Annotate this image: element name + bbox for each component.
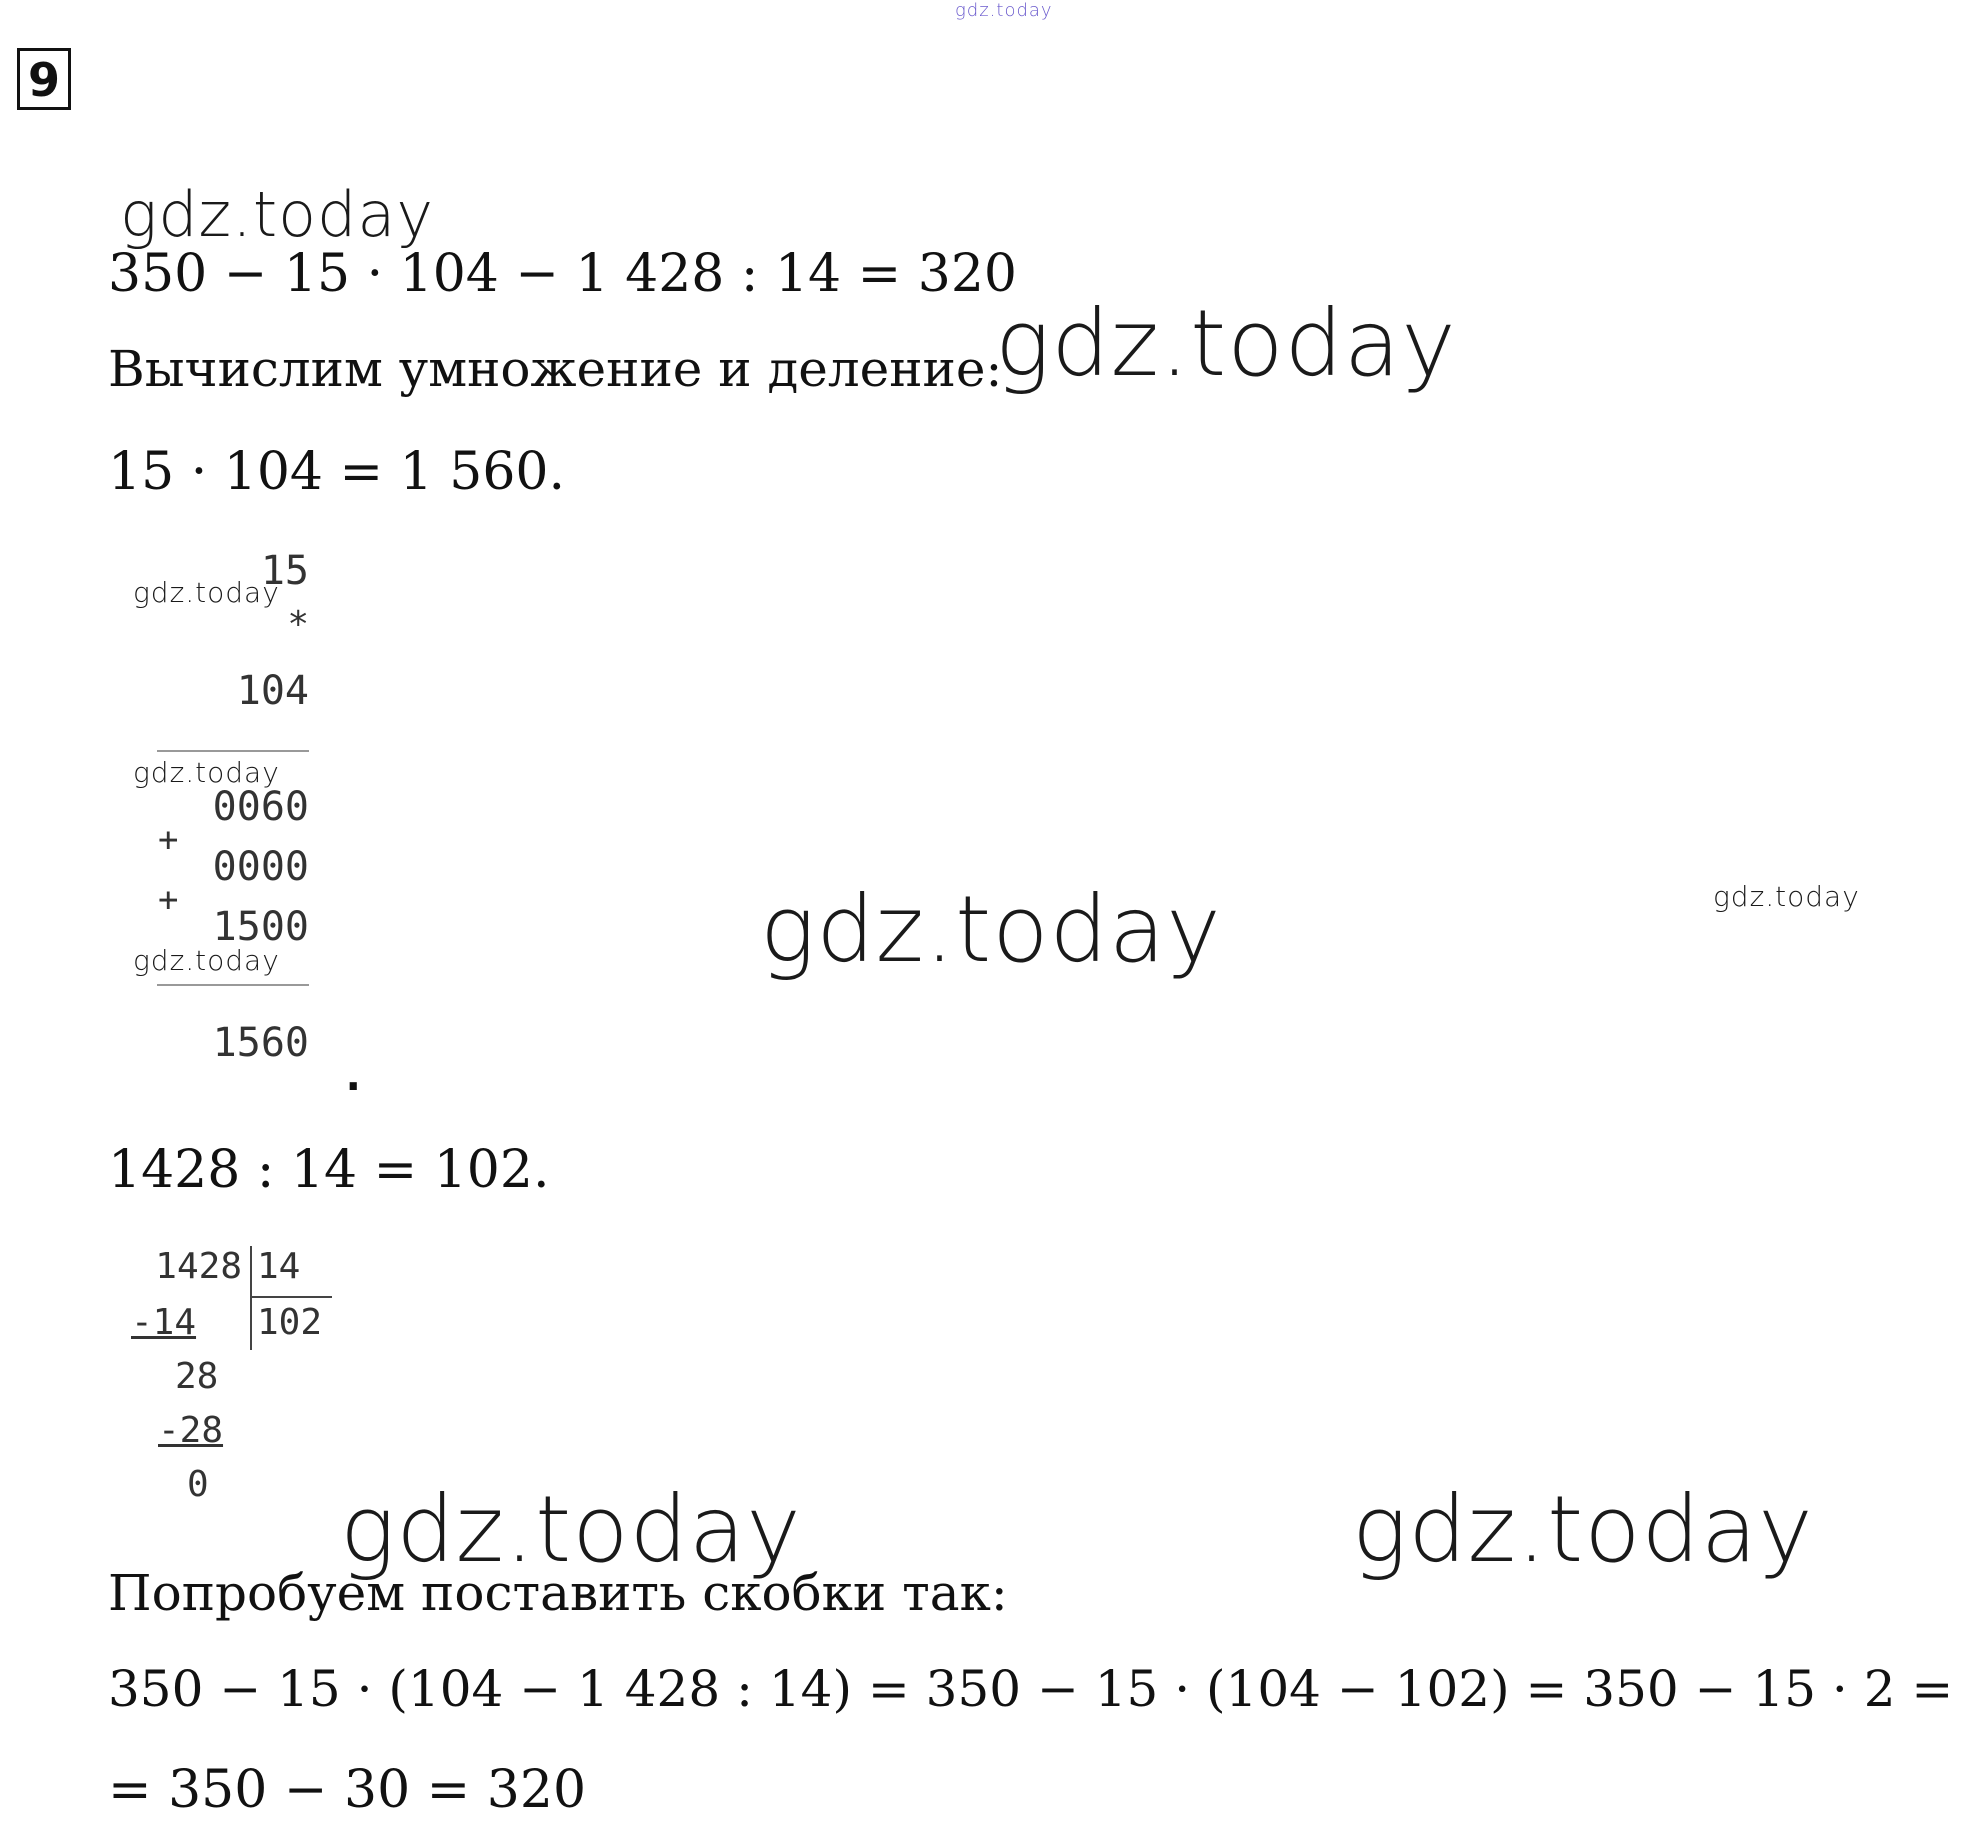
div-sub-2: -28 xyxy=(158,1410,224,1451)
mult-line-2 xyxy=(157,984,309,986)
div-dividend: 1428 xyxy=(155,1246,242,1287)
div-vertical-line xyxy=(250,1246,252,1350)
multiplication-result: 15 · 104 = 1 560. xyxy=(108,442,566,502)
div-remainder-2: 0 xyxy=(187,1464,209,1505)
watermark-1: gdz.today xyxy=(120,178,435,251)
watermark-8: gdz.today xyxy=(340,1476,802,1583)
task-number-badge: 9 xyxy=(17,48,71,110)
div-horizontal-line xyxy=(250,1296,332,1298)
div-divisor: 14 xyxy=(257,1246,301,1287)
step1-text: Вычислим умножение и деление: xyxy=(108,340,1003,398)
watermark-9: gdz.today xyxy=(1352,1476,1814,1583)
mult-partial-1: 0060 xyxy=(212,784,309,830)
main-equation: 350 − 15 · 104 − 1 428 : 14 = 320 xyxy=(108,244,1018,304)
watermark-6: gdz.today xyxy=(760,876,1222,983)
watermark-4: gdz.today xyxy=(133,756,280,789)
watermark-7: gdz.today xyxy=(1713,880,1860,913)
top-watermark: gdz.today xyxy=(955,0,1053,21)
div-quotient: 102 xyxy=(257,1302,323,1343)
division-result: 1428 : 14 = 102. xyxy=(108,1140,550,1200)
mult-product: 1560 xyxy=(212,1020,309,1066)
mult-multiplicand: 15 xyxy=(260,548,309,594)
final-line-1: 350 − 15 · (104 − 1 428 : 14) = 350 − 15 · (104 − 102) = 350 − 15 · 2 = xyxy=(108,1660,1954,1718)
step2-text: Попробуем поставить скобки так: xyxy=(108,1564,1008,1622)
mult-line-1 xyxy=(157,750,309,752)
div-remainder-1: 28 xyxy=(175,1356,219,1397)
mult-partial-3: 1500 xyxy=(212,904,309,950)
watermark-3: gdz.today xyxy=(133,576,280,609)
watermark-5: gdz.today xyxy=(133,944,280,977)
watermark-2: gdz.today xyxy=(995,290,1457,397)
mult-multiplier: 104 xyxy=(236,668,309,714)
mult-operator: * xyxy=(287,604,309,645)
mult-dot: . xyxy=(340,1050,367,1101)
div-sub-1: -14 xyxy=(131,1302,197,1343)
mult-plus-1: + xyxy=(158,820,179,860)
mult-partial-2: 0000 xyxy=(212,844,309,890)
mult-plus-2: + xyxy=(158,880,179,920)
final-line-2: = 350 − 30 = 320 xyxy=(108,1760,587,1820)
